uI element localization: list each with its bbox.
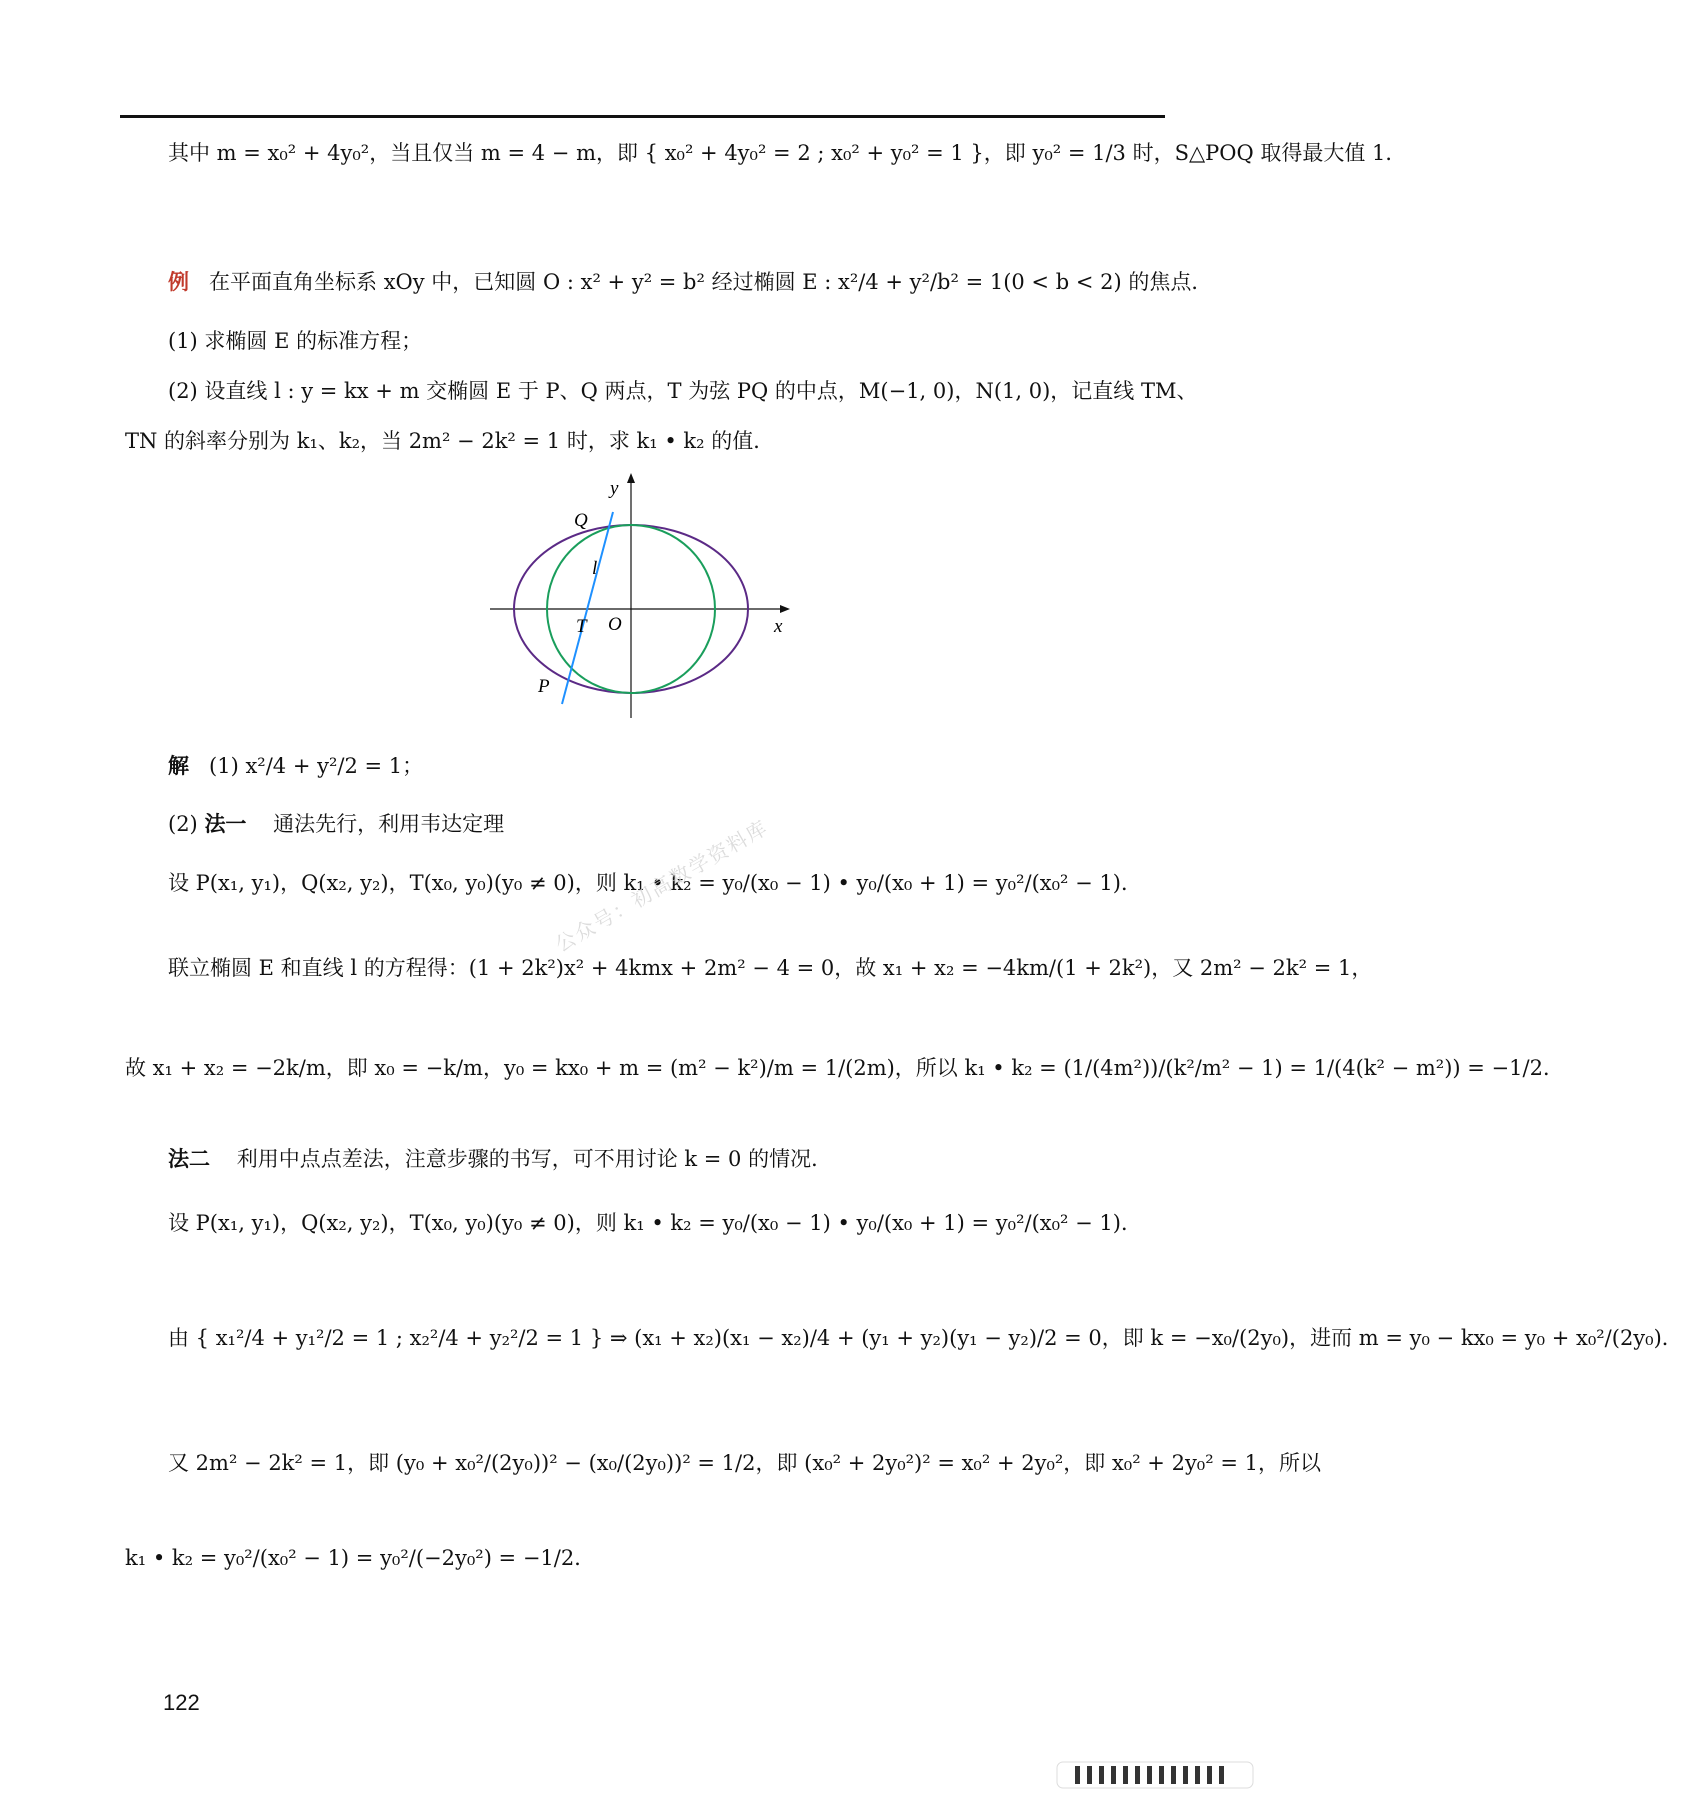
method-2-line-1: 设 P(x₁, y₁)，Q(x₂, y₂)，T(x₀, y₀)(y₀ ≠ 0)，则 k₁ • k₂ = y₀/(x₀ − 1) • y₀/(x₀ + 1) = y₀²/(x₀² − 1)． [168,1211,1142,1235]
method-2-line-2: 由 { x₁²/4 + y₁²/2 = 1 ; x₂²/4 + y₂²/2 = 1 } ⇒ (x₁ + x₂)(x₁ − x₂)/4 + (y₁ + y₂)(y₁ − y₂)/2 = 0，即 k = −x₀/(2y₀)，进而 m = y₀ − kx₀ = y₀ + x₀²/(2y₀)． [168,1326,1683,1350]
method-1-line-3: 故 x₁ + x₂ = −2k/m，即 x₀ = −k/m，y₀ = kx₀ + m = (m² − k²)/m = 1/(2m)，所以 k₁ • k₂ = (1/(4m²))/(k²/m² − 1) = 1/(4(k² − m²)) = −1/2． [125,1056,1564,1080]
y-label: y [610,478,619,499]
header-rule [120,115,1165,118]
ellipse-figure [480,470,800,720]
t-label: T [576,616,587,637]
question-2a: (2) 设直线 l : y = kx + m 交椭圆 E 于 P、Q 两点，T 为弦 PQ 的中点，M(−1, 0)，N(1, 0)，记直线 TM、 [168,379,1198,403]
method-1-label: 法一 [204,811,247,836]
x-axis-arrow [780,605,790,613]
l-label: l [592,558,598,579]
solution-1: (1) x²/4 + y²/2 = 1； [209,754,424,778]
method-2-line-3: 又 2m² − 2k² = 1，即 (y₀ + x₀²/(2y₀))² − (x₀/(2y₀))² = 1/2，即 (x₀² + 2y₀²)² = x₀² + 2y₀²，即 x₀² + 2y₀² = 1，所以 [168,1451,1321,1475]
p-label: P [538,676,550,697]
method-2-line-4: k₁ • k₂ = y₀²/(x₀² − 1) = y₀²/(−2y₀²) = −1/2． [125,1546,596,1570]
question-1: (1) 求椭圆 E 的标准方程； [168,329,423,353]
solution-label: 解 [168,753,189,778]
method-2-heading [168,1145,832,1173]
example-label: 例 [168,269,189,294]
text-line-1: 其中 m = x₀² + 4y₀²，当且仅当 m = 4 − m，即 { x₀² + 4y₀² = 2 ; x₀² + y₀² = 1 }，即 y₀² = 1/3 时，S△POQ 取得最大值 1． [168,141,1407,165]
page-number: 122 [163,1690,200,1715]
method-1-line-2: 联立椭圆 E 和直线 l 的方程得：(1 + 2k²)x² + 4kmx + 2m² − 4 = 0，故 x₁ + x₂ = −4km/(1 + 2k²)，又 2m² − 2k² = 1， [168,956,1373,980]
x-label: x [774,616,783,637]
solution-line [168,752,423,780]
method-1-prefix: (2) [168,812,198,836]
origin-label: O [608,614,622,635]
example-text: 在平面直角坐标系 xOy 中，已知圆 O : x² + y² = b² 经过椭圆 E : x²/4 + y²/b² = 1(0 < b < 2) 的焦点． [209,270,1213,294]
line-l [562,512,613,704]
method-2-label: 法二 [168,1146,210,1171]
barcode-icon [1055,1760,1255,1790]
method-1-title: 通法先行，利用韦达定理 [273,812,505,836]
y-axis-arrow [627,473,635,483]
q-label: Q [574,510,588,531]
method-2-title: 利用中点点差法，注意步骤的书写，可不用讨论 k = 0 的情况． [236,1147,833,1171]
example-line [168,268,1212,296]
watermark: 公众号：初高数学资料库 [550,814,773,957]
method-1-line-1: 设 P(x₁, y₁)，Q(x₂, y₂)，T(x₀, y₀)(y₀ ≠ 0)，则 k₁ • k₂ = y₀/(x₀ − 1) • y₀/(x₀ + 1) = y₀²/(x₀² − 1)． [168,871,1142,895]
method-1-heading [168,810,504,838]
question-2b: TN 的斜率分别为 k₁、k₂，当 2m² − 2k² = 1 时，求 k₁ • k₂ 的值． [125,429,775,453]
